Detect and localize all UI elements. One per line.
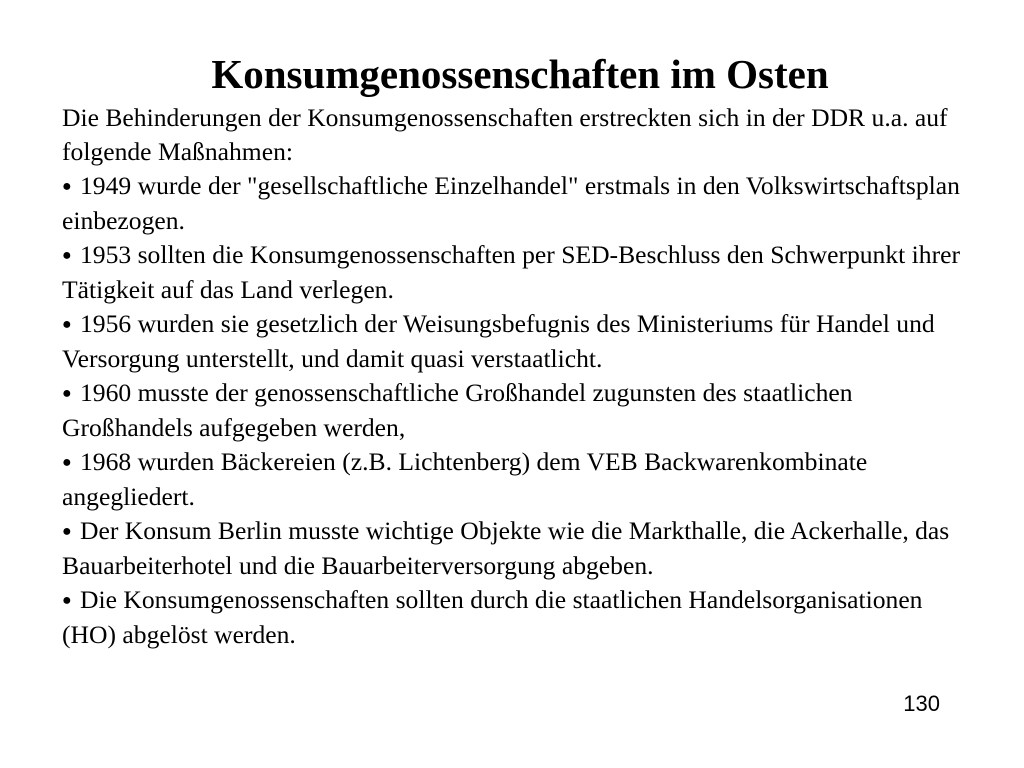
list-item-text: Die Konsumgenossenschaften sollten durch die staatlichen Handelsorganisationen (HO) abgelöst werden.: [62, 585, 923, 649]
list-item-text: 1953 sollten die Konsumgenossenschaften per SED-Beschluss den Schwerpunkt ihrer Tätigkeit auf das Land verlegen.: [62, 240, 960, 304]
list-item-text: 1968 wurden Bäckereien (z.B. Lichtenberg) dem VEB Backwarenkombinate angegliedert.: [62, 447, 868, 511]
bullet-icon: ●: [62, 592, 72, 609]
list-item: [62, 238, 967, 307]
list-item: [62, 169, 967, 238]
list-item-text: 1956 wurden sie gesetzlich der Weisungsbefugnis des Ministeriums für Handel und Versorgung unterstellt, und damit quasi verstaatlicht.: [62, 309, 935, 373]
bullet-icon: ●: [62, 316, 72, 333]
list-item: [62, 376, 967, 445]
list-item-text: Der Konsum Berlin musste wichtige Objekte wie die Markthalle, die Ackerhalle, das Bauarbeiterhotel und die Bauarbeiterversorgung abgeben.: [62, 516, 950, 580]
bullet-icon: ●: [62, 385, 72, 402]
slide-body: [62, 101, 967, 652]
slide-title: Konsumgenossenschaften im Osten: [211, 51, 829, 97]
list-item: [62, 514, 967, 583]
bullet-icon: ●: [62, 247, 72, 264]
bullet-icon: ●: [62, 523, 72, 540]
list-item: [62, 445, 967, 514]
list-item: [62, 583, 967, 652]
list-item-text: 1960 musste der genossenschaftliche Großhandel zugunsten des staatlichen Großhandels aufgegeben werden,: [62, 378, 853, 442]
page-number: 130: [903, 691, 940, 716]
intro-paragraph: Die Behinderungen der Konsumgenossenschaften erstreckten sich in der DDR u.a. auf folgende Maßnahmen:: [62, 103, 948, 166]
list-item: [62, 307, 967, 376]
list-item-text: 1949 wurde der "gesellschaftliche Einzelhandel" erstmals in den Volkswirtschaftsplan einbezogen.: [62, 171, 960, 235]
bullet-icon: ●: [62, 178, 72, 195]
bullet-icon: ●: [62, 454, 72, 471]
